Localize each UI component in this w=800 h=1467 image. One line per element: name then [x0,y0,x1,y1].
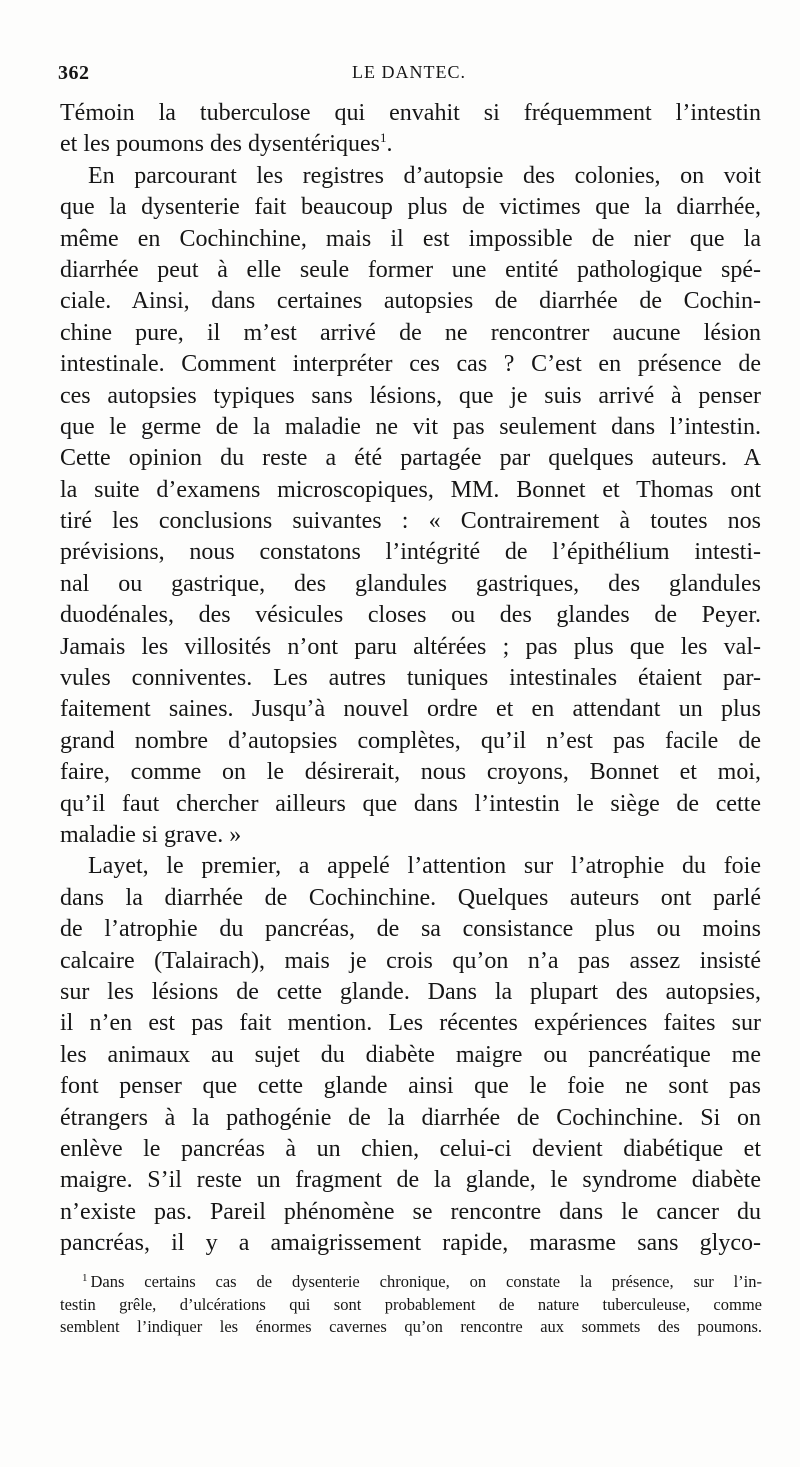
text-line: qu’il faut chercher ailleurs que dans l’intestin le siège de cette [60,790,761,817]
line-end-punctuation: . [386,131,393,158]
footnote-text: Dans certains cas de dysenterie chronique, on constate la présence, sur l’in- [90,1272,762,1291]
text-line: grand nombre d’autopsies complètes, qu’il n’est pas facile de [60,727,761,754]
text-line: il n’en est pas fait mention. Les récentes expériences faites sur [60,1010,761,1037]
text-line: Témoin la tuberculose qui envahit si fréquemment l’intestin [60,100,761,126]
text-line: En parcourant les registres d’autopsie des colonies, on voit [88,162,761,189]
text-line: ciale. Ainsi, dans certaines autopsies de diarrhée de Cochin- [60,288,761,315]
text-line: dans la diarrhée de Cochinchine. Quelques auteurs ont parlé [60,884,761,911]
text-line: pancréas, il y a amaigrissement rapide, marasme sans glyco- [60,1230,761,1257]
text-line: faitement saines. Jusqu’à nouvel ordre et en attendant un plus [60,696,761,723]
text-line: sur les lésions de cette glande. Dans la plupart des autopsies, [60,978,761,1005]
text-line: faire, comme on le désirerait, nous croyons, Bonnet et moi, [60,759,761,786]
text-line: maladie si grave. » [60,821,242,848]
text-line: enlève le pancréas à un chien, celui-ci devient diabétique et [60,1135,761,1162]
text-line-content: et les poumons des dysentériques [60,131,380,158]
text-line: tiré les conclusions suivantes : « Contrairement à toutes nos [60,508,761,535]
text-line: chine pure, il m’est arrivé de ne rencontrer aucune lésion [60,319,761,346]
text-line: Jamais les villosités n’ont paru altérées ; pas plus que les val- [60,633,761,660]
text-line: la suite d’examens microscopiques, MM. Bonnet et Thomas ont [60,476,761,503]
text-line: que le germe de la maladie ne vit pas seulement dans l’intestin. [60,413,761,440]
footnote-marker: 1 [82,1271,88,1284]
text-line: nal ou gastrique, des glandules gastriques, des glandules [60,570,761,597]
page-number: 362 [58,62,90,84]
footnote-line [60,1271,762,1294]
text-line: les animaux au sujet du diabète maigre ou pancréatique me [60,1041,761,1068]
footnote-reference: 1 [379,130,387,146]
text-line: calcaire (Talairach), mais je crois qu’on n’a pas assez insisté [60,947,761,974]
text-line: vules conniventes. Les autres tuniques intestinales étaient par- [60,665,761,692]
text-line: de l’atrophie du pancréas, de sa consistance plus ou moins [60,916,761,943]
text-line: intestinale. Comment interpréter ces cas ? C’est en présence de [60,351,761,378]
running-head: LE DANTEC. [352,62,466,82]
footnote-line: testin grêle, d’ulcérations qui sont probablement de nature tuberculeuse, comme [60,1294,762,1314]
footnote [60,1271,762,1339]
text-line: n’existe pas. Pareil phénomène se rencontre dans le cancer du [60,1198,761,1225]
text-line: ces autopsies typiques sans lésions, que je suis arrivé à penser [60,382,761,409]
text-line: même en Cochinchine, mais il est impossible de nier que la [60,225,761,252]
body-text [60,98,761,1259]
page-header [58,58,760,90]
text-line: maigre. S’il reste un fragment de la glande, le syndrome diabète [60,1167,761,1194]
text-line: font penser que cette glande ainsi que le foie ne sont pas [60,1073,761,1100]
text-line: diarrhée peut à elle seule former une entité pathologique spé- [60,256,761,283]
text-line: duodénales, des vésicules closes ou des glandes de Peyer. [60,602,761,629]
text-line: étrangers à la pathogénie de la diarrhée de Cochinchine. Si on [60,1104,761,1131]
text-line: que la dysenterie fait beaucoup plus de victimes que la diarrhée, [60,194,761,221]
text-line: Layet, le premier, a appelé l’attention sur l’atrophie du foie [88,853,761,880]
text-line: Cette opinion du reste a été partagée par quelques auteurs. A [60,445,761,472]
text-line: prévisions, nous constatons l’intégrité de l’épithélium intesti- [60,539,761,566]
text-line [60,129,761,160]
footnote-line: semblent l’indiquer les énormes cavernes qu’on rencontre aux sommets des poumons. [60,1317,762,1336]
